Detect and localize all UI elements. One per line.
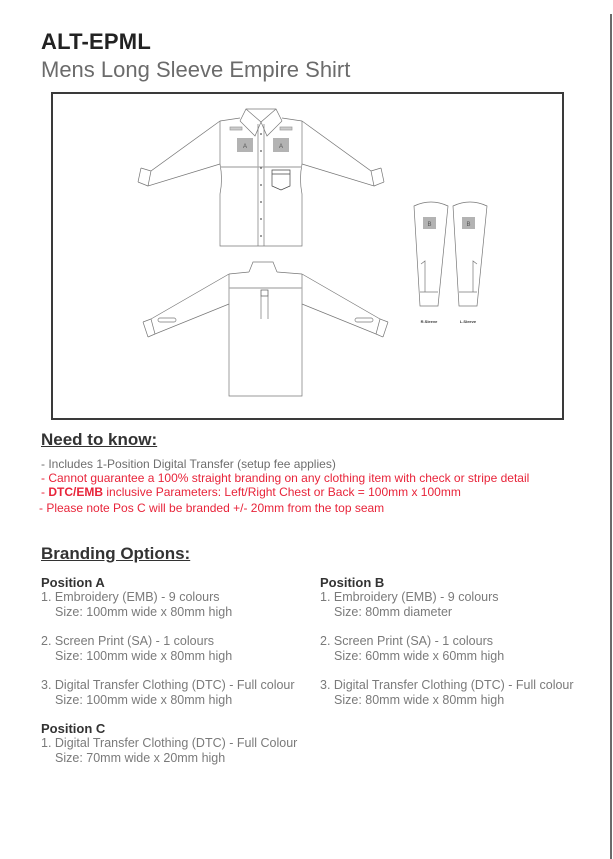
position-b-option (320, 678, 600, 708)
product-name: Mens Long Sleeve Empire Shirt (41, 57, 351, 82)
back-shirt (143, 262, 388, 396)
option-method: 3. Digital Transfer Clothing (DTC) - Full colour (320, 678, 574, 692)
position-c-option (41, 736, 321, 766)
position-a-option (41, 590, 321, 620)
position-a-label: A (242, 144, 248, 150)
note-bold-term: DTC/EMB (48, 485, 104, 499)
option-method: 3. Digital Transfer Clothing (DTC) - Full colour (41, 678, 295, 692)
note-dtc-emb-parameters (41, 485, 461, 499)
option-method: 1. Embroidery (EMB) - 9 colours (41, 590, 220, 604)
position-b-block (320, 575, 600, 708)
position-b-title: Position B (320, 575, 385, 590)
shirt-illustration (53, 94, 562, 418)
option-size: Size: 100mm wide x 80mm high (55, 649, 233, 663)
page-edge-line (610, 14, 612, 859)
option-method: 1. Digital Transfer Clothing (DTC) - Full Colour (41, 736, 298, 750)
position-b-option (320, 590, 600, 620)
right-sleeve-label: R.Sleeve (420, 319, 438, 324)
position-c-title: Position C (41, 721, 106, 736)
option-size: Size: 100mm wide x 80mm high (55, 693, 233, 707)
note-prefix: - (41, 485, 49, 499)
position-c-block (41, 721, 321, 766)
note-includes-dtc: - Includes 1-Position Digital Transfer (setup fee applies) (41, 457, 336, 471)
left-sleeve-label: L.Sleeve (459, 319, 477, 324)
option-size: Size: 80mm wide x 80mm high (334, 693, 505, 707)
need-to-know-heading: Need to know: (41, 430, 158, 449)
option-method: 2. Screen Print (SA) - 1 colours (320, 634, 493, 648)
note-text: inclusive Parameters: Left/Right Chest or Back = 100mm x 100mm (103, 485, 461, 499)
position-a-option (41, 678, 321, 708)
position-a-label: A (278, 144, 284, 150)
branding-options-heading: Branding Options: (41, 544, 191, 563)
position-a-option (41, 634, 321, 664)
position-a-block (41, 575, 321, 708)
option-method: 1. Embroidery (EMB) - 9 colours (320, 590, 499, 604)
position-b-label: B (466, 222, 471, 228)
note-straight-branding: - Cannot guarantee a 100% straight branding on any clothing item with check or stripe detail (41, 471, 530, 485)
garment-diagram (51, 92, 564, 420)
position-b-option (320, 634, 600, 664)
front-shirt (138, 109, 384, 246)
option-size: Size: 80mm diameter (334, 605, 453, 619)
note-pos-c: - Please note Pos C will be branded +/- 20mm from the top seam (39, 501, 385, 515)
position-b-label: B (427, 222, 432, 228)
position-a-title: Position A (41, 575, 105, 590)
option-method: 2. Screen Print (SA) - 1 colours (41, 634, 214, 648)
option-size: Size: 70mm wide x 20mm high (55, 751, 226, 765)
option-size: Size: 100mm wide x 80mm high (55, 605, 233, 619)
option-size: Size: 60mm wide x 60mm high (334, 649, 505, 663)
product-sku: ALT-EPML (41, 29, 151, 54)
